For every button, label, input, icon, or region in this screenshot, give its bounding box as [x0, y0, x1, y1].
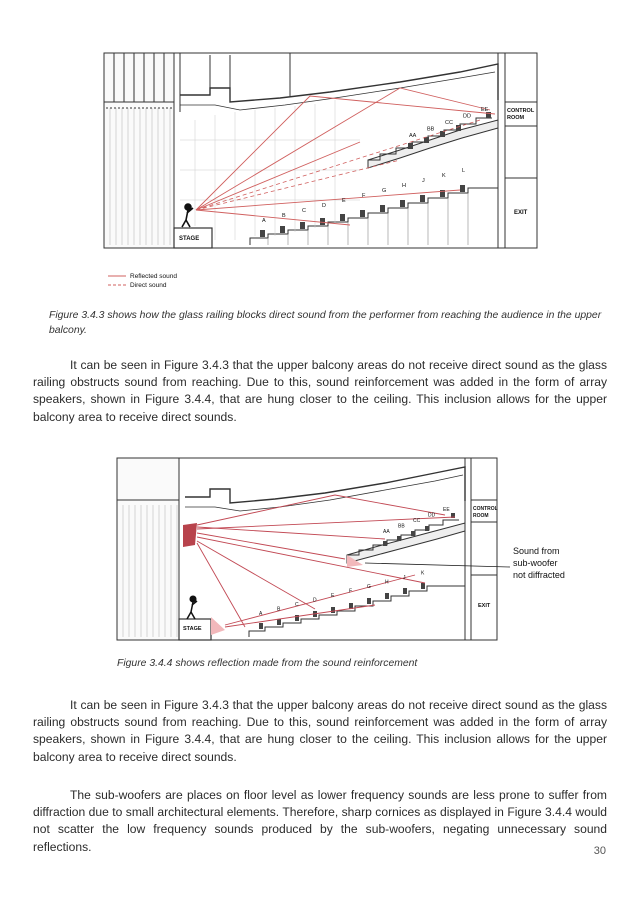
row-label-d: D: [313, 597, 317, 604]
row-label-aa: AA: [383, 529, 390, 535]
row-label-k: K: [421, 570, 425, 577]
row-label-e: E: [342, 198, 346, 204]
row-label-c: C: [302, 208, 306, 214]
row-label-d: D: [322, 203, 326, 209]
annotation-line-3: not diffracted: [513, 570, 565, 580]
legend: [108, 273, 177, 289]
room-label: ROOM: [507, 115, 525, 121]
room-label: ROOM: [473, 513, 489, 519]
row-label-cc: CC: [445, 120, 453, 126]
array-speaker-icon: [183, 523, 197, 547]
annotation-line-2: sub-woofer: [513, 558, 558, 568]
row-label-f: F: [349, 588, 353, 595]
row-label-h: H: [402, 183, 406, 189]
row-label-j: J: [422, 178, 425, 184]
figure-3-4-4: [115, 455, 575, 645]
paragraph-2: [33, 697, 607, 766]
row-label-b: B: [277, 606, 281, 613]
row-label-dd: DD: [428, 512, 436, 519]
performer-icon: [187, 596, 197, 619]
control-label: CONTROL: [507, 108, 535, 114]
row-label-b: B: [282, 213, 286, 219]
stage-label: STAGE: [183, 626, 202, 632]
reinforcement-rays: [197, 495, 455, 627]
performer-icon: [182, 204, 193, 227]
row-label-a: A: [259, 611, 263, 617]
annotation-leader-line: [365, 563, 510, 567]
row-label-aa: AA: [409, 133, 417, 139]
paragraph-3-text: The sub-woofers are places on floor level as lower frequency sounds are less prone to suffer from diffraction due to small architectural elements. Therefore, sharp cornices as displayed in Figure 3.4.4 would not scatter the low frequency sounds produced by the sub-woofers, negating unnecessary sound reflections.: [33, 788, 607, 854]
exit-label: EXIT: [478, 603, 491, 609]
row-label-h: H: [385, 579, 389, 586]
row-label-ee: EE: [481, 107, 489, 113]
row-label-bb: BB: [427, 126, 435, 133]
row-label-g: G: [367, 584, 371, 590]
row-label-c: C: [295, 602, 299, 608]
stage-label: STAGE: [179, 236, 200, 242]
row-label-g: G: [382, 188, 387, 194]
paragraph-1-text: It can be seen in Figure 3.4.3 that the upper balcony areas do not receive direct sound as the glass railing obstructs sound from reaching. Due to this, sound reinforcement was added in the form of array speakers, shown in Figure 3.4.4, that are hung closer to the ceiling. This inclusion allows for the upper balcony area to receive direct sounds.: [33, 358, 607, 424]
row-label-e: E: [331, 593, 335, 599]
legend-reflected: Reflected sound: [130, 273, 177, 280]
subwoofer-zone: [211, 617, 225, 635]
paragraph-2-text: It can be seen in Figure 3.4.3 that the upper balcony areas do not receive direct sound as the glass railing obstructs sound from reaching. Due to this, sound reinforcement was added in the form of array speakers, shown in Figure 3.4.4, that are hung closer to the ceiling. This inclusion allows for the upper balcony area to receive direct sounds.: [33, 698, 607, 764]
row-label-ee: EE: [443, 507, 450, 513]
reflected-sound-rays: [196, 88, 495, 225]
row-label-j: J: [403, 575, 406, 581]
row-label-k: K: [442, 173, 446, 179]
figure-caption-2: Figure 3.4.4 shows reflection made from the sound reinforcement: [117, 658, 418, 669]
annotation-line-1: Sound from: [513, 546, 560, 556]
row-label-cc: CC: [413, 518, 421, 524]
row-label-a: A: [262, 218, 266, 224]
section-drawing-1: [100, 50, 540, 295]
control-label: CONTROL: [473, 506, 498, 512]
legend-direct: Direct sound: [130, 282, 167, 289]
row-label-l: L: [462, 168, 466, 174]
row-label-dd: DD: [463, 113, 471, 120]
row-label-bb: BB: [398, 523, 405, 530]
page-number: 30: [593, 845, 606, 857]
direct-sound-rays: [196, 120, 480, 210]
row-label-f: F: [362, 193, 366, 199]
paragraph-1: [33, 357, 607, 426]
figure-caption-1: Figure 3.4.3 shows how the glass railing blocks direct sound from the performer from reaching the audience in the upper balcony.: [49, 310, 602, 336]
paragraph-3: [33, 787, 607, 856]
exit-label: EXIT: [514, 210, 528, 216]
figure-3-4-3: [100, 50, 540, 295]
section-drawing-2: [115, 455, 575, 645]
